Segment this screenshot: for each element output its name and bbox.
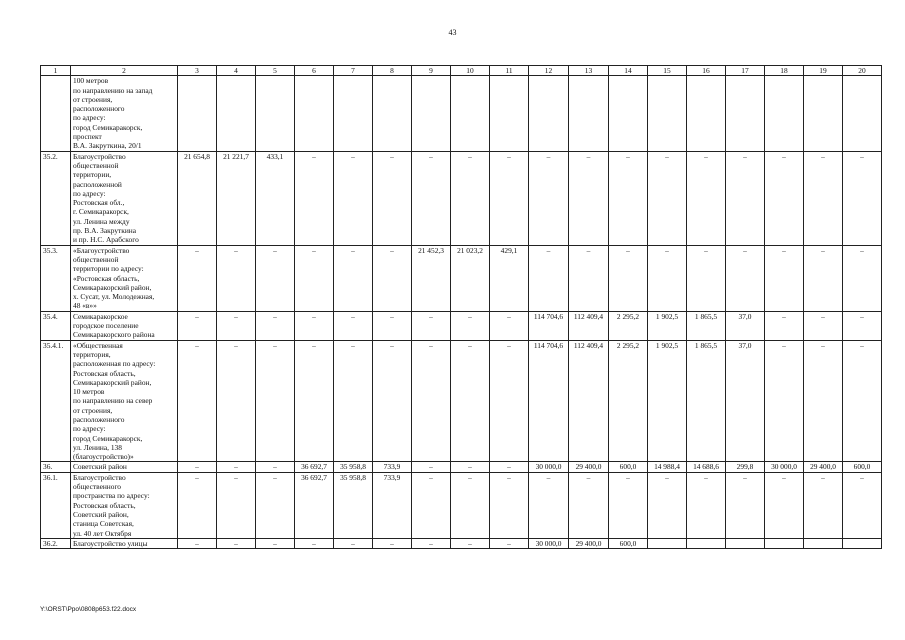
value-cell: –	[687, 472, 726, 538]
row-number: 36.	[41, 462, 71, 472]
value-cell: –	[373, 151, 412, 245]
value-cell: –	[295, 151, 334, 245]
value-cell: 30 000,0	[529, 462, 569, 472]
column-header: 11	[490, 66, 529, 76]
value-cell	[648, 538, 687, 548]
value-cell: –	[217, 340, 256, 462]
row-number: 35.2.	[41, 151, 71, 245]
value-cell	[569, 76, 609, 151]
row-number: 36.1.	[41, 472, 71, 538]
value-cell: –	[804, 151, 843, 245]
value-cell: –	[648, 245, 687, 311]
value-cell: 733,9	[373, 462, 412, 472]
value-cell: –	[648, 151, 687, 245]
value-cell: 35 958,8	[334, 462, 373, 472]
value-cell: 14 988,4	[648, 462, 687, 472]
value-cell: 1 902,5	[648, 340, 687, 462]
value-cell: –	[529, 151, 569, 245]
value-cell: –	[373, 311, 412, 340]
value-cell: –	[412, 311, 451, 340]
value-cell: –	[490, 340, 529, 462]
value-cell: –	[334, 340, 373, 462]
value-cell: 37,0	[726, 311, 765, 340]
value-cell: –	[295, 538, 334, 548]
value-cell	[295, 76, 334, 151]
value-cell	[256, 76, 295, 151]
value-cell: –	[451, 462, 490, 472]
row-description: Благоустройство улицы	[71, 538, 178, 548]
value-cell: –	[804, 311, 843, 340]
value-cell: –	[373, 538, 412, 548]
value-cell: –	[451, 538, 490, 548]
value-cell: –	[256, 245, 295, 311]
value-cell: 114 704,6	[529, 311, 569, 340]
value-cell	[804, 76, 843, 151]
value-cell: –	[490, 472, 529, 538]
value-cell: –	[843, 245, 882, 311]
value-cell: –	[765, 245, 804, 311]
row-description: Благоустройство общественной территории, расположенной по адресу: Ростовская обл., г. Семикаракорск, ул. Ленина между пр. В.А. Закруткина и пр. Н.С. Арабского	[71, 151, 178, 245]
value-cell: –	[569, 472, 609, 538]
value-cell: –	[569, 245, 609, 311]
column-header: 9	[412, 66, 451, 76]
value-cell: –	[178, 311, 217, 340]
table-row	[41, 340, 882, 462]
value-cell: –	[490, 151, 529, 245]
value-cell: 114 704,6	[529, 340, 569, 462]
value-cell: –	[334, 311, 373, 340]
row-description: Советский район	[71, 462, 178, 472]
table-row	[41, 151, 882, 245]
value-cell: –	[178, 472, 217, 538]
value-cell: 21 452,3	[412, 245, 451, 311]
value-cell: –	[804, 340, 843, 462]
value-cell	[765, 538, 804, 548]
column-header: 8	[373, 66, 412, 76]
value-cell: –	[217, 538, 256, 548]
value-cell	[687, 76, 726, 151]
page-number: 43	[448, 28, 457, 37]
value-cell: 21 023,2	[451, 245, 490, 311]
column-header: 16	[687, 66, 726, 76]
value-cell: 1 865,5	[687, 311, 726, 340]
header-row	[41, 66, 882, 76]
value-cell: –	[490, 311, 529, 340]
value-cell	[529, 76, 569, 151]
value-cell: –	[373, 245, 412, 311]
value-cell: –	[256, 538, 295, 548]
table-row	[41, 538, 882, 548]
value-cell	[726, 538, 765, 548]
value-cell: –	[217, 462, 256, 472]
value-cell: –	[217, 245, 256, 311]
value-cell: –	[256, 462, 295, 472]
column-header: 15	[648, 66, 687, 76]
value-cell: 29 400,0	[569, 462, 609, 472]
value-cell: –	[687, 245, 726, 311]
value-cell: 35 958,8	[334, 472, 373, 538]
value-cell: –	[529, 245, 569, 311]
row-number: 35.4.	[41, 311, 71, 340]
value-cell: 733,9	[373, 472, 412, 538]
row-number	[41, 76, 71, 151]
value-cell: –	[609, 151, 648, 245]
column-header: 20	[843, 66, 882, 76]
column-header: 3	[178, 66, 217, 76]
value-cell: –	[178, 340, 217, 462]
value-cell: –	[451, 151, 490, 245]
column-header: 2	[71, 66, 178, 76]
value-cell: –	[451, 311, 490, 340]
value-cell: 1 902,5	[648, 311, 687, 340]
value-cell: –	[295, 245, 334, 311]
value-cell: –	[804, 472, 843, 538]
row-description: Благоустройство общественного пространства по адресу: Ростовская область, Советский район, станица Советская, ул. 40 лет Октября	[71, 472, 178, 538]
value-cell: 36 692,7	[295, 462, 334, 472]
row-description: «Благоустройство общественной территории по адресу: «Ростовская область, Семикаракорский район, х. Сусат, ул. Молодежная, 48 «в»»	[71, 245, 178, 311]
value-cell	[648, 76, 687, 151]
value-cell: –	[178, 462, 217, 472]
value-cell: –	[451, 472, 490, 538]
value-cell: 1 865,5	[687, 340, 726, 462]
value-cell: –	[217, 472, 256, 538]
value-cell: –	[256, 340, 295, 462]
row-number: 35.3.	[41, 245, 71, 311]
row-number: 35.4.1.	[41, 340, 71, 462]
value-cell: 433,1	[256, 151, 295, 245]
value-cell: 30 000,0	[765, 462, 804, 472]
value-cell: –	[295, 340, 334, 462]
value-cell: –	[334, 151, 373, 245]
value-cell: –	[412, 151, 451, 245]
value-cell: –	[843, 472, 882, 538]
column-header: 7	[334, 66, 373, 76]
value-cell: –	[569, 151, 609, 245]
value-cell: –	[765, 311, 804, 340]
value-cell: –	[412, 340, 451, 462]
value-cell: –	[529, 472, 569, 538]
table-row	[41, 76, 882, 151]
value-cell: –	[804, 245, 843, 311]
value-cell	[451, 76, 490, 151]
column-header: 6	[295, 66, 334, 76]
table-row	[41, 472, 882, 538]
table-row	[41, 311, 882, 340]
value-cell: –	[765, 151, 804, 245]
row-description: «Общественная территория, расположенная по адресу: Ростовская область, Семикаракорский район, 10 метров по направлению на север от строения, расположенного по адресу: город Семикаракорск, ул. Ленина, 138 (благоустройство)»	[71, 340, 178, 462]
value-cell	[334, 76, 373, 151]
value-cell	[726, 76, 765, 151]
value-cell	[843, 76, 882, 151]
value-cell: –	[256, 311, 295, 340]
value-cell: –	[726, 472, 765, 538]
table-row	[41, 462, 882, 472]
value-cell: 600,0	[843, 462, 882, 472]
column-header: 13	[569, 66, 609, 76]
value-cell	[373, 76, 412, 151]
value-cell: –	[412, 538, 451, 548]
column-header: 10	[451, 66, 490, 76]
value-cell: –	[843, 340, 882, 462]
value-cell	[765, 76, 804, 151]
value-cell	[804, 538, 843, 548]
value-cell: –	[609, 245, 648, 311]
value-cell: –	[490, 462, 529, 472]
value-cell: 37,0	[726, 340, 765, 462]
value-cell	[178, 76, 217, 151]
value-cell: 112 409,4	[569, 340, 609, 462]
value-cell: 29 400,0	[569, 538, 609, 548]
value-cell: –	[726, 151, 765, 245]
column-header: 5	[256, 66, 295, 76]
column-header: 1	[41, 66, 71, 76]
table-row	[41, 245, 882, 311]
column-header: 18	[765, 66, 804, 76]
value-cell	[609, 76, 648, 151]
value-cell: –	[178, 245, 217, 311]
value-cell	[217, 76, 256, 151]
column-header: 14	[609, 66, 648, 76]
value-cell: 21 221,7	[217, 151, 256, 245]
value-cell: 21 654,8	[178, 151, 217, 245]
column-header: 17	[726, 66, 765, 76]
value-cell: –	[178, 538, 217, 548]
value-cell: –	[217, 311, 256, 340]
value-cell: –	[490, 538, 529, 548]
value-cell	[490, 76, 529, 151]
value-cell: –	[843, 151, 882, 245]
value-cell: –	[765, 340, 804, 462]
value-cell: –	[412, 462, 451, 472]
value-cell: 600,0	[609, 462, 648, 472]
value-cell: –	[334, 538, 373, 548]
value-cell: 429,1	[490, 245, 529, 311]
value-cell: –	[451, 340, 490, 462]
value-cell: –	[687, 151, 726, 245]
value-cell: –	[765, 472, 804, 538]
value-cell: –	[256, 472, 295, 538]
value-cell: –	[648, 472, 687, 538]
value-cell	[412, 76, 451, 151]
value-cell: –	[373, 340, 412, 462]
value-cell	[843, 538, 882, 548]
column-header: 4	[217, 66, 256, 76]
value-cell: 30 000,0	[529, 538, 569, 548]
value-cell: –	[295, 311, 334, 340]
value-cell: –	[843, 311, 882, 340]
value-cell: –	[334, 245, 373, 311]
value-cell: –	[609, 472, 648, 538]
row-number: 36.2.	[41, 538, 71, 548]
value-cell: –	[412, 472, 451, 538]
file-path-footer: Y:\ORST\Ppo\0808p653.f22.docx	[40, 606, 137, 613]
value-cell	[687, 538, 726, 548]
value-cell: 2 295,2	[609, 340, 648, 462]
value-cell: 36 692,7	[295, 472, 334, 538]
row-description: Семикаракорское городское поселение Семикаракорского района	[71, 311, 178, 340]
value-cell: 14 688,6	[687, 462, 726, 472]
value-cell: 112 409,4	[569, 311, 609, 340]
row-description: 100 метров по направлению на запад от строения, расположенного по адресу: город Семикаракорск, проспект В.А. Закруткина, 20/1	[71, 76, 178, 151]
budget-table	[40, 65, 882, 549]
value-cell: 2 295,2	[609, 311, 648, 340]
value-cell: 299,8	[726, 462, 765, 472]
value-cell: 600,0	[609, 538, 648, 548]
column-header: 19	[804, 66, 843, 76]
value-cell: –	[726, 245, 765, 311]
value-cell: 29 400,0	[804, 462, 843, 472]
column-header: 12	[529, 66, 569, 76]
